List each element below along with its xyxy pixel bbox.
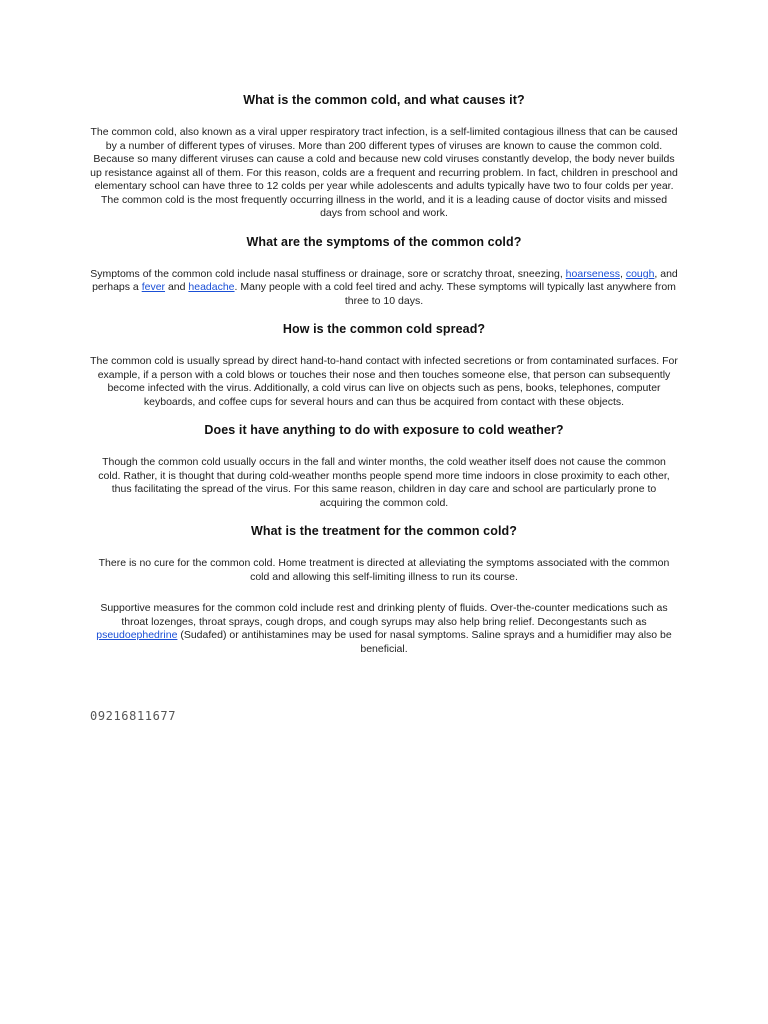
paragraph-spread: The common cold is usually spread by direct hand-to-hand contact with infected secretions or from contaminated surfaces. For example, if a person with a cold blows or touches their nose and then touches someone else, that person can subsequently become infected with the virus. Additionally, a cold virus can live on objects such as pens, books, telephones, computer keyboards, and coffee cups for several hours and can thus be acquired from contact with these objects. [90, 355, 678, 408]
symptoms-text-before: Symptoms of the common cold include nasal stuffiness or drainage, sore or scratchy throat, sneezing, [90, 267, 566, 280]
link-hoarseness[interactable]: hoarseness [565, 267, 620, 280]
heading-symptoms: What are the symptoms of the common cold? [246, 234, 522, 249]
paragraph-what-causes: The common cold, also known as a viral upper respiratory tract infection, is a self-limited contagious illness that can be caused by a number of different types of viruses. More than 200 different types of viruses are known to cause the common cold. Because so many different viruses can cause a cold and because new cold viruses constantly develop, the body never builds up resistance against all of them. For this reason, colds are a frequent and recurring problem. In fact, children in preschool and elementary school can have three to 12 colds per year while adolescents and adults typically have two to four colds per year. The common cold is the most frequently occurring illness in the world, and it is a leading cause of doctor visits and missed days from school and work. [90, 126, 678, 219]
treatment-text-before: Supportive measures for the common cold include rest and drinking plenty of fluids. Over-the-counter medications such as throat lozenges, throat sprays, cough drops, and cough syrups may also help bring relief. Decongestants such as [100, 602, 668, 628]
article-content [90, 93, 678, 656]
treatment-text-after: (Sudafed) or antihistamines may be used for nasal symptoms. Saline sprays and a humidifier may also be beneficial. [177, 629, 672, 655]
symptoms-text-after: . Many people with a cold feel tired and achy. These symptoms will typically last anywhere from three to 10 days. [234, 281, 676, 307]
paragraph-cold-weather: Though the common cold usually occurs in the fall and winter months, the cold weather itself does not cause the common cold. Rather, it is thought that during cold-weather months people spend more time indoors in close proximity to each other, thus facilitating the spread of the virus. For this same reason, children in day care and school are particularly prone to acquiring the common cold. [98, 456, 670, 509]
paragraph-treatment-2 [90, 602, 678, 656]
link-fever[interactable]: fever [141, 281, 166, 293]
link-headache[interactable]: headache [188, 281, 235, 293]
paragraph-treatment-1: There is no cure for the common cold. Home treatment is directed at alleviating the symptoms associated with the common cold and allowing this self-limiting illness to run its course. [98, 557, 670, 583]
phone-number: 09216811677 [90, 709, 177, 723]
link-pseudoephedrine[interactable]: pseudoephedrine [96, 629, 178, 641]
heading-cold-weather: Does it have anything to do with exposure to cold weather? [204, 423, 564, 437]
heading-what-causes: What is the common cold, and what causes it? [243, 93, 525, 107]
heading-treatment: What is the treatment for the common cold? [250, 524, 518, 538]
symptoms-text-mid2: and [165, 281, 189, 293]
symptoms-sep: , [619, 267, 626, 280]
link-cough[interactable]: cough [625, 267, 655, 280]
symptoms-text-mid1: , and perhaps a [92, 267, 678, 293]
paragraph-symptoms [90, 268, 678, 309]
heading-spread: How is the common cold spread? [282, 322, 486, 336]
